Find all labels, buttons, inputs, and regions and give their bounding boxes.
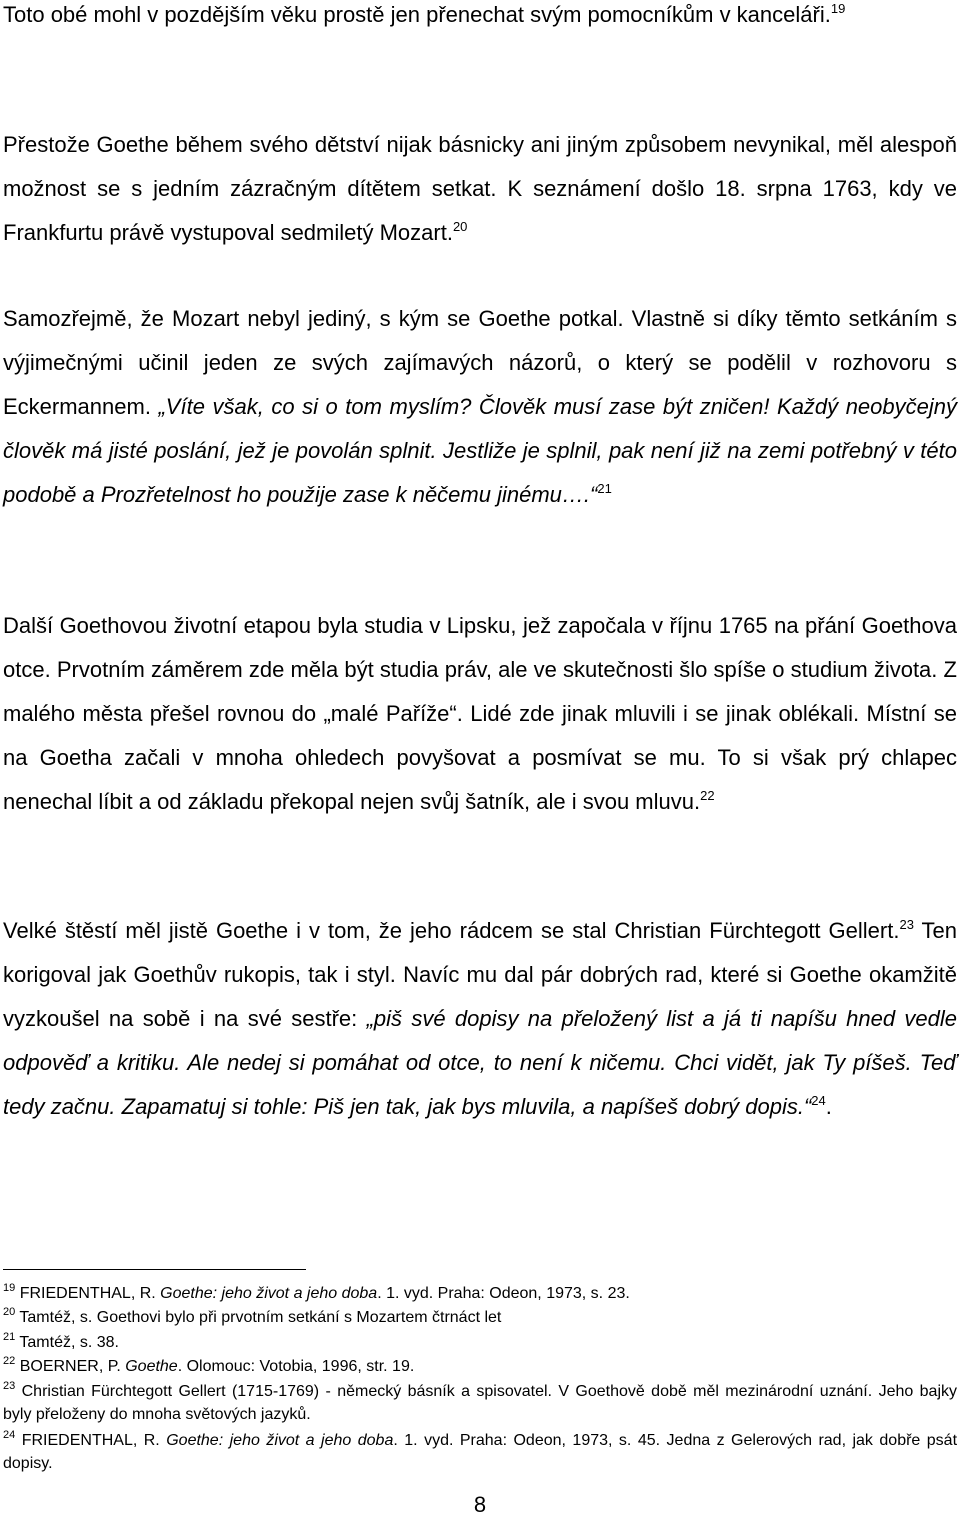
gellert-quote: „piš své dopisy na přeložený list a já ti napíšu hned vedle odpověď a kritiku. Ale nedej si pomáhat od otce, to není k ničemu. Chci vidět, jak Ty píšeš. Teď tedy začnu. Zapamatuj si tohle: Piš jen tak, jak bys mluvila, a napíšeš dobrý dopis.“ (3, 1006, 957, 1119)
footnote-separator (3, 1269, 306, 1270)
footnote-ref-24: 24 (811, 1093, 826, 1108)
footnote-22: $^{22}$ BOERNER, P. Goethe. Olomouc: Votobia, 1996, str. 19. (3, 1355, 415, 1375)
footnote-23: $^{23}$ Christian Fürchtegott Gellert (1715-1769) - německý básník a spisovatel. V Goethově době měl mezinárodní uznání. Jeho bajky byly přeloženy do mnoha světových jazyků. (3, 1380, 957, 1423)
footnote-ref-23: 23 (899, 917, 914, 932)
footnote-ref-22: 22 (700, 788, 715, 803)
footnote-ref-21: 21 (597, 481, 612, 496)
footnote-ref-19: 19 (830, 1, 846, 16)
paragraph-4: Další Goethovou životní etapou byla studia v Lipsku, jež započala v říjnu 1765 na přání Goethova otce. Prvotním záměrem zde měla být studia práv, ale ve skutečnosti šlo spíše o studium života. Z malého města přešel rovnou do „malé Paříže“. Lidé zde jinak mluvili i se jinak oblékali. Místní se na Goetha začali v mnoha ohledech povyšovat a posmívat se mu. To si však prý chlapec nenechal líbit a od základu překopal nejen svůj šatník, ale i svou mluvu.$^{22}$ (3, 613, 957, 814)
footnote-19: $^{19}$ FRIEDENTHAL, R. Goethe: jeho život a jeho doba. 1. vyd. Praha: Odeon, 1973, s. 23. (3, 1282, 630, 1302)
paragraph-2: Přestože Goethe během svého dětství nijak básnicky ani jiným způsobem nevynikal, měl alespoň možnost se s jedním zázračným dítětem setkat. K seznámení došlo 18. srpna 1763, kdy ve Frankfurtu právě vystupoval sedmiletý Mozart.$^{20}$ (3, 132, 957, 245)
eckermann-quote: „Víte však, co si o tom myslím? Člověk musí zase být zničen! Každý neobyčejný člověk má jisté poslání, jež je povolán splnit. Jestliže je splnil, pak není již na zemi potřebný v této podobě a Prozřetelnost ho použije zase k něčemu jinému….“ (3, 394, 958, 507)
footnote-24: $^{24}$ FRIEDENTHAL, R. Goethe: jeho život a jeho doba. 1. vyd. Praha: Odeon, 1973, s. 45. Jedna z Gelerových rad, jak dobře psát dopisy. (3, 1429, 958, 1472)
footnote-ref-20: 20 (452, 219, 468, 234)
paragraph-1: Toto obé mohl v pozdějším věku prostě jen přenechat svým pomocníkům v kanceláři.$^{19}$ (3, 1, 846, 27)
paragraph-5: Velké štěstí měl jistě Goethe i v tom, že jeho rádcem se stal Christian Fürchtegott Gellert.$^{23}$ Ten korigoval jak Goethův rukopis, tak i styl. Navíc mu dal pár dobrých rad, které si Goethe okamžitě vyzkoušel na sobě i na své sestře: „piš své dopisy na přeložený list a já ti napíšu hned vedle odpověď a kritiku. Ale nedej si pomáhat od otce, to není k ničemu. Chci vidět, jak Ty píšeš. Teď tedy začnu. Zapamatuj si tohle: Piš jen tak, jak bys mluvila, a napíšeš dobrý dopis.“$^{24}$. (3, 917, 958, 1119)
paragraph-3: Samozřejmě, že Mozart nebyl jediný, s kým se Goethe potkal. Vlastně si díky těmto setkáním s výjimečnými učinil jeden ze svých zajímavých názorů, o který se podělil v rozhovoru s Eckermannem. „Víte však, co si o tom myslím? Člověk musí zase být zničen! Každý neobyčejný člověk má jisté poslání, jež je povolán splnit. Jestliže je splnil, pak není již na zemi potřebný v této podobě a Prozřetelnost ho použije zase k něčemu jinému….“$^{21}$ (3, 306, 958, 507)
footnote-21: $^{21}$ Tamtéž, s. 38. (3, 1331, 119, 1351)
footnote-20: $^{20}$ Tamtéž, s. Goethovi bylo při prvotním setkání s Mozartem čtrnáct let (3, 1306, 502, 1326)
page-number: 8 (473, 1492, 487, 1517)
